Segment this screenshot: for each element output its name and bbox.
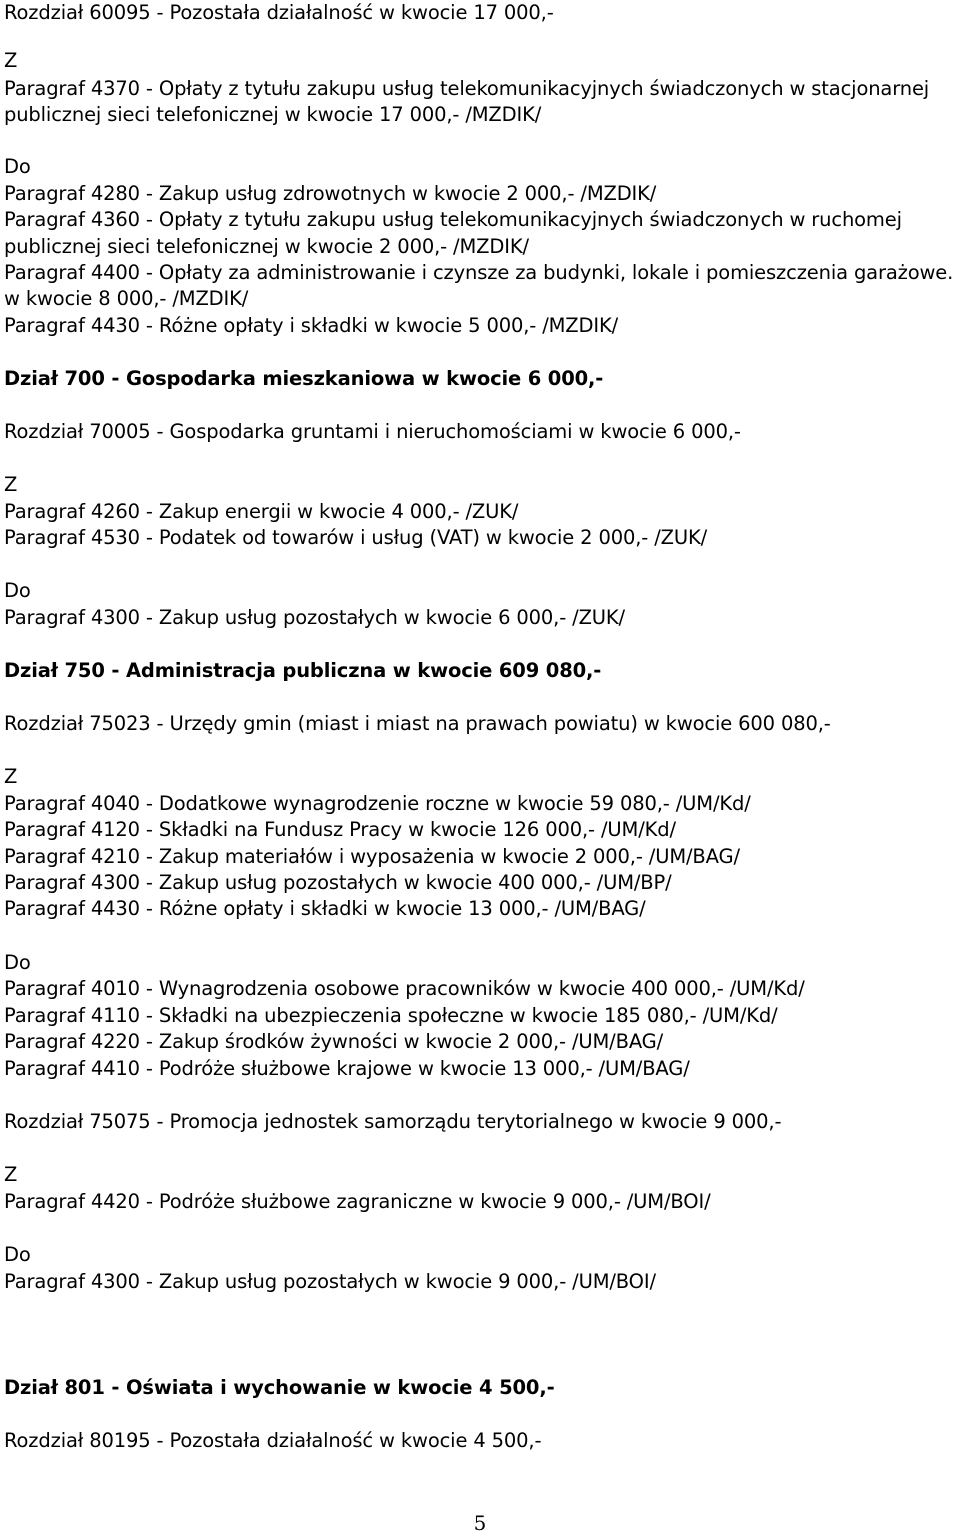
paragraf-4300: Paragraf 4300 - Zakup usług pozostałych w kwocie 9 000,- /UM/BOI/: [4, 1270, 656, 1293]
rozdzial-75075-heading: Rozdział 75075 - Promocja jednostek samorządu terytorialnego w kwocie 9 000,-: [4, 1110, 782, 1133]
paragraf-4220: Paragraf 4220 - Zakup środków żywności w kwocie 2 000,- /UM/BAG/: [4, 1030, 664, 1053]
page-number: 5: [473, 1511, 487, 1535]
paragraf-4430: Paragraf 4430 - Różne opłaty i składki w kwocie 5 000,- /MZDIK/: [4, 314, 619, 337]
paragraf-4010: Paragraf 4010 - Wynagrodzenia osobowe pracowników w kwocie 400 000,- /UM/Kd/: [4, 977, 805, 1000]
section-label-do: Do: [4, 579, 31, 602]
rozdzial-80195-heading: Rozdział 80195 - Pozostała działalność w kwocie 4 500,-: [4, 1429, 542, 1452]
paragraf-4280: Paragraf 4280 - Zakup usług zdrowotnych w kwocie 2 000,- /MZDIK/: [4, 182, 657, 205]
section-label-z: Z: [4, 765, 18, 788]
paragraf-4370-line-2: publicznej sieci telefonicznej w kwocie 17 000,- /MZDIK/: [4, 103, 542, 126]
paragraf-4300: Paragraf 4300 - Zakup usług pozostałych w kwocie 6 000,- /ZUK/: [4, 606, 625, 629]
paragraf-4420: Paragraf 4420 - Podróże służbowe zagraniczne w kwocie 9 000,- /UM/BOI/: [4, 1190, 711, 1213]
rozdzial-70005-heading: Rozdział 70005 - Gospodarka gruntami i nieruchomościami w kwocie 6 000,-: [4, 420, 741, 443]
dzial-801-heading: Dział 801 - Oświata i wychowanie w kwocie 4 500,-: [4, 1376, 555, 1399]
dzial-700-heading: Dział 700 - Gospodarka mieszkaniowa w kwocie 6 000,-: [4, 367, 604, 390]
rozdzial-60095-heading: Rozdział 60095 - Pozostała działalność w kwocie 17 000,-: [4, 1, 554, 24]
section-label-do: Do: [4, 951, 31, 974]
paragraf-4360-line-2: publicznej sieci telefonicznej w kwocie 2 000,- /MZDIK/: [4, 235, 529, 258]
section-label-z: Z: [4, 473, 18, 496]
paragraf-4260: Paragraf 4260 - Zakup energii w kwocie 4 000,- /ZUK/: [4, 500, 519, 523]
paragraf-4370-line-1: Paragraf 4370 - Opłaty z tytułu zakupu usług telekomunikacyjnych świadczonych w stacjonarnej: [4, 77, 930, 100]
paragraf-4400-line-1: Paragraf 4400 - Opłaty za administrowanie i czynsze za budynki, lokale i pomieszczenia garażowe.: [4, 261, 954, 284]
section-label-do: Do: [4, 155, 31, 178]
section-label-z: Z: [4, 1163, 18, 1186]
paragraf-4110: Paragraf 4110 - Składki na ubezpieczenia społeczne w kwocie 185 080,- /UM/Kd/: [4, 1004, 778, 1027]
paragraf-4430: Paragraf 4430 - Różne opłaty i składki w kwocie 13 000,- /UM/BAG/: [4, 897, 646, 920]
paragraf-4400-line-2: w kwocie 8 000,- /MZDIK/: [4, 287, 249, 310]
paragraf-4360-line-1: Paragraf 4360 - Opłaty z tytułu zakupu usług telekomunikacyjnych świadczonych w ruchomej: [4, 208, 902, 231]
dzial-750-heading: Dział 750 - Administracja publiczna w kwocie 609 080,-: [4, 659, 602, 682]
section-label-z: Z: [4, 49, 18, 72]
paragraf-4040: Paragraf 4040 - Dodatkowe wynagrodzenie roczne w kwocie 59 080,- /UM/Kd/: [4, 792, 751, 815]
paragraf-4210: Paragraf 4210 - Zakup materiałów i wyposażenia w kwocie 2 000,- /UM/BAG/: [4, 845, 740, 868]
rozdzial-75023-heading: Rozdział 75023 - Urzędy gmin (miast i miast na prawach powiatu) w kwocie 600 080,-: [4, 712, 831, 735]
paragraf-4120: Paragraf 4120 - Składki na Fundusz Pracy w kwocie 126 000,- /UM/Kd/: [4, 818, 676, 841]
section-label-do: Do: [4, 1243, 31, 1266]
paragraf-4300: Paragraf 4300 - Zakup usług pozostałych w kwocie 400 000,- /UM/BP/: [4, 871, 672, 894]
paragraf-4410: Paragraf 4410 - Podróże służbowe krajowe w kwocie 13 000,- /UM/BAG/: [4, 1057, 690, 1080]
paragraf-4530: Paragraf 4530 - Podatek od towarów i usług (VAT) w kwocie 2 000,- /ZUK/: [4, 526, 708, 549]
